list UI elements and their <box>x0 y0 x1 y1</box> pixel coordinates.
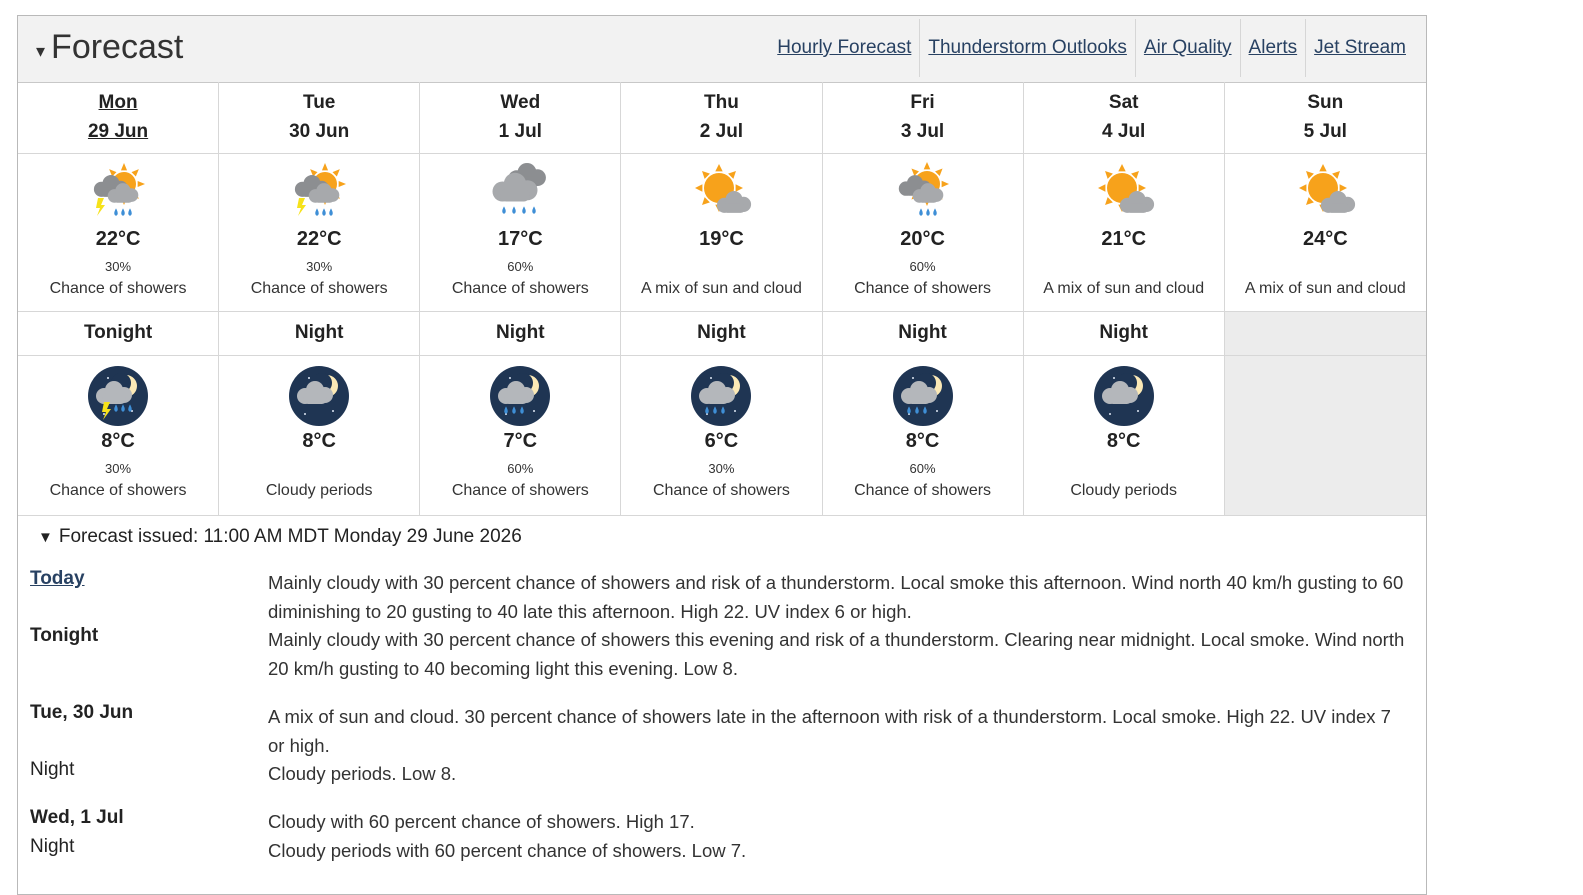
high-temperature: 22°C <box>296 228 342 250</box>
high-temperature: 24°C <box>1302 228 1348 250</box>
text-forecast-body: A mix of sun and cloud. 30 percent chance of showers late in the afternoon with risk of a thunderstorm. Local smoke. High 22. UV index 7 or high. <box>268 706 1391 756</box>
precip-probability: 60% <box>909 461 936 476</box>
day-header-tue <box>219 82 420 154</box>
high-temperature: 20°C <box>900 228 945 250</box>
high-temperature: 22°C <box>95 228 141 250</box>
condition-text: A mix of sun and cloud <box>1244 280 1406 297</box>
day-name: Mon <box>98 92 138 113</box>
day-date: 1 Jul <box>498 121 542 142</box>
alerts-link[interactable]: Alerts <box>1240 19 1306 77</box>
condition-text: Chance of showers <box>250 280 388 297</box>
text-forecast-body: Cloudy with 60 percent chance of showers. High 17. <box>268 811 695 832</box>
low-temperature: 6°C <box>704 430 739 452</box>
forecast-header <box>18 16 1426 83</box>
day-header-sat <box>1024 82 1225 154</box>
forecast-title-toggle[interactable] <box>36 28 183 67</box>
low-temperature: 7°C <box>503 430 538 452</box>
day-header-fri <box>823 82 1024 154</box>
text-forecast-label: Night <box>30 759 75 780</box>
precip-probability: 30% <box>306 259 333 274</box>
condition-text: Cloudy periods <box>1070 482 1178 499</box>
day-date: 5 Jul <box>1303 121 1347 142</box>
night-headers-row <box>18 312 1426 356</box>
night-forecast-cell <box>219 356 420 516</box>
jet-stream-link[interactable]: Jet Stream <box>1305 19 1414 77</box>
night-header <box>219 312 420 356</box>
condition-text: Chance of showers <box>854 482 992 499</box>
night-header <box>1024 312 1225 356</box>
day-forecast-cell <box>1024 154 1225 312</box>
day-name: Sat <box>1108 92 1139 113</box>
condition-text: A mix of sun and cloud <box>1043 280 1205 297</box>
precip-probability: 30% <box>105 461 132 476</box>
expand-triangle-icon: ▼ <box>38 529 53 546</box>
night-forecast-cell <box>18 356 219 516</box>
night-forecast-row <box>18 356 1426 516</box>
air-quality-link[interactable]: Air Quality <box>1135 19 1240 77</box>
condition-text: Chance of showers <box>652 482 790 499</box>
precip-probability: 60% <box>909 259 936 274</box>
text-forecast-label: Tue, 30 Jun <box>30 702 134 723</box>
day-forecast-cell <box>1225 154 1426 312</box>
night-name: Tonight <box>83 322 153 343</box>
day-name: Sun <box>1307 92 1344 113</box>
low-temperature: 8°C <box>1106 430 1141 452</box>
day-name: Tue <box>303 92 336 113</box>
condition-text: Chance of showers <box>451 280 589 297</box>
forecast-grid <box>18 82 1426 516</box>
condition-text: Chance of showers <box>451 482 589 499</box>
day-forecast-cell <box>420 154 621 312</box>
low-temperature: 8°C <box>302 430 336 452</box>
night-name: Night <box>697 322 746 343</box>
condition-text: Cloudy periods <box>265 482 373 499</box>
text-forecast-label: Wed, 1 Jul <box>30 807 124 828</box>
forecast-panel <box>17 15 1427 895</box>
high-temperature: 17°C <box>497 228 543 250</box>
condition-text: Chance of showers <box>49 482 187 499</box>
night-forecast-cell <box>823 356 1024 516</box>
day-header-thu <box>621 82 822 154</box>
page-title: Forecast <box>51 28 184 66</box>
text-forecast-body: Cloudy periods with 60 percent chance of showers. Low 7. <box>268 840 747 861</box>
day-forecast-cell <box>18 154 219 312</box>
day-name: Wed <box>500 92 541 113</box>
high-temperature: 19°C <box>699 228 744 250</box>
night-header <box>18 312 219 356</box>
precip-probability: 30% <box>105 259 132 274</box>
day-forecast-row <box>18 154 1426 312</box>
day-forecast-cell <box>621 154 822 312</box>
day-date: 29 Jun <box>87 121 149 142</box>
night-name: Night <box>294 322 344 343</box>
text-forecast-label: Tonight <box>30 625 99 646</box>
night-header <box>823 312 1024 356</box>
night-forecast-cell <box>621 356 822 516</box>
night-header <box>621 312 822 356</box>
precip-probability: 60% <box>507 259 534 274</box>
night-name: Night <box>496 322 545 343</box>
precip-probability: 60% <box>507 461 534 476</box>
day-name: Fri <box>910 92 935 113</box>
night-name: Night <box>898 322 947 343</box>
day-header-wed <box>420 82 621 154</box>
text-forecast-body: Cloudy periods. Low 8. <box>268 763 457 784</box>
today-link[interactable]: Today <box>30 568 85 589</box>
condition-text: Chance of showers <box>49 280 187 297</box>
header-links <box>769 19 1414 77</box>
text-forecast-label: Night <box>30 836 75 857</box>
collapse-triangle-icon: ▾ <box>36 41 46 61</box>
day-header-mon[interactable] <box>18 82 219 154</box>
day-forecast-cell <box>823 154 1024 312</box>
thunderstorm-outlooks-link[interactable]: Thunderstorm Outlooks <box>919 19 1135 77</box>
day-headers-row <box>18 82 1426 154</box>
text-forecast-body: Mainly cloudy with 30 percent chance of showers and risk of a thunderstorm. Local smoke this afternoon. Wind north 40 km/h gusting to 60 diminishing to 20 gusting to 40 late this afternoon. High 22. UV index 6 or high. <box>268 572 1404 622</box>
day-date: 2 Jul <box>699 121 744 142</box>
precip-probability: 30% <box>708 461 735 476</box>
text-forecast-body: Mainly cloudy with 30 percent chance of showers this evening and risk of a thunderstorm. Clearing near midnight. Local smoke. Wind north 20 km/h gusting to 40 becoming light this evening. Low 8. <box>268 629 1405 679</box>
night-forecast-cell <box>420 356 621 516</box>
forecast-issued-text: Forecast issued: 11:00 AM MDT Monday 29 June 2026 <box>58 526 522 547</box>
low-temperature: 8°C <box>101 430 135 452</box>
hourly-forecast-link[interactable]: Hourly Forecast <box>777 37 912 58</box>
empty-cell <box>1225 356 1426 516</box>
high-temperature: 21°C <box>1101 228 1147 250</box>
day-forecast-cell <box>219 154 420 312</box>
low-temperature: 8°C <box>905 430 940 452</box>
day-header-sun <box>1225 82 1426 154</box>
night-forecast-cell <box>1024 356 1225 516</box>
condition-text: A mix of sun and cloud <box>640 280 802 297</box>
day-name: Thu <box>704 92 739 113</box>
day-date: 30 Jun <box>289 121 350 142</box>
day-date: 4 Jul <box>1102 121 1146 142</box>
night-header <box>420 312 621 356</box>
condition-text: Chance of showers <box>854 280 992 297</box>
night-name: Night <box>1099 322 1148 343</box>
day-date: 3 Jul <box>900 121 945 142</box>
forecast-issued-toggle[interactable] <box>38 526 522 548</box>
empty-cell <box>1225 312 1426 356</box>
